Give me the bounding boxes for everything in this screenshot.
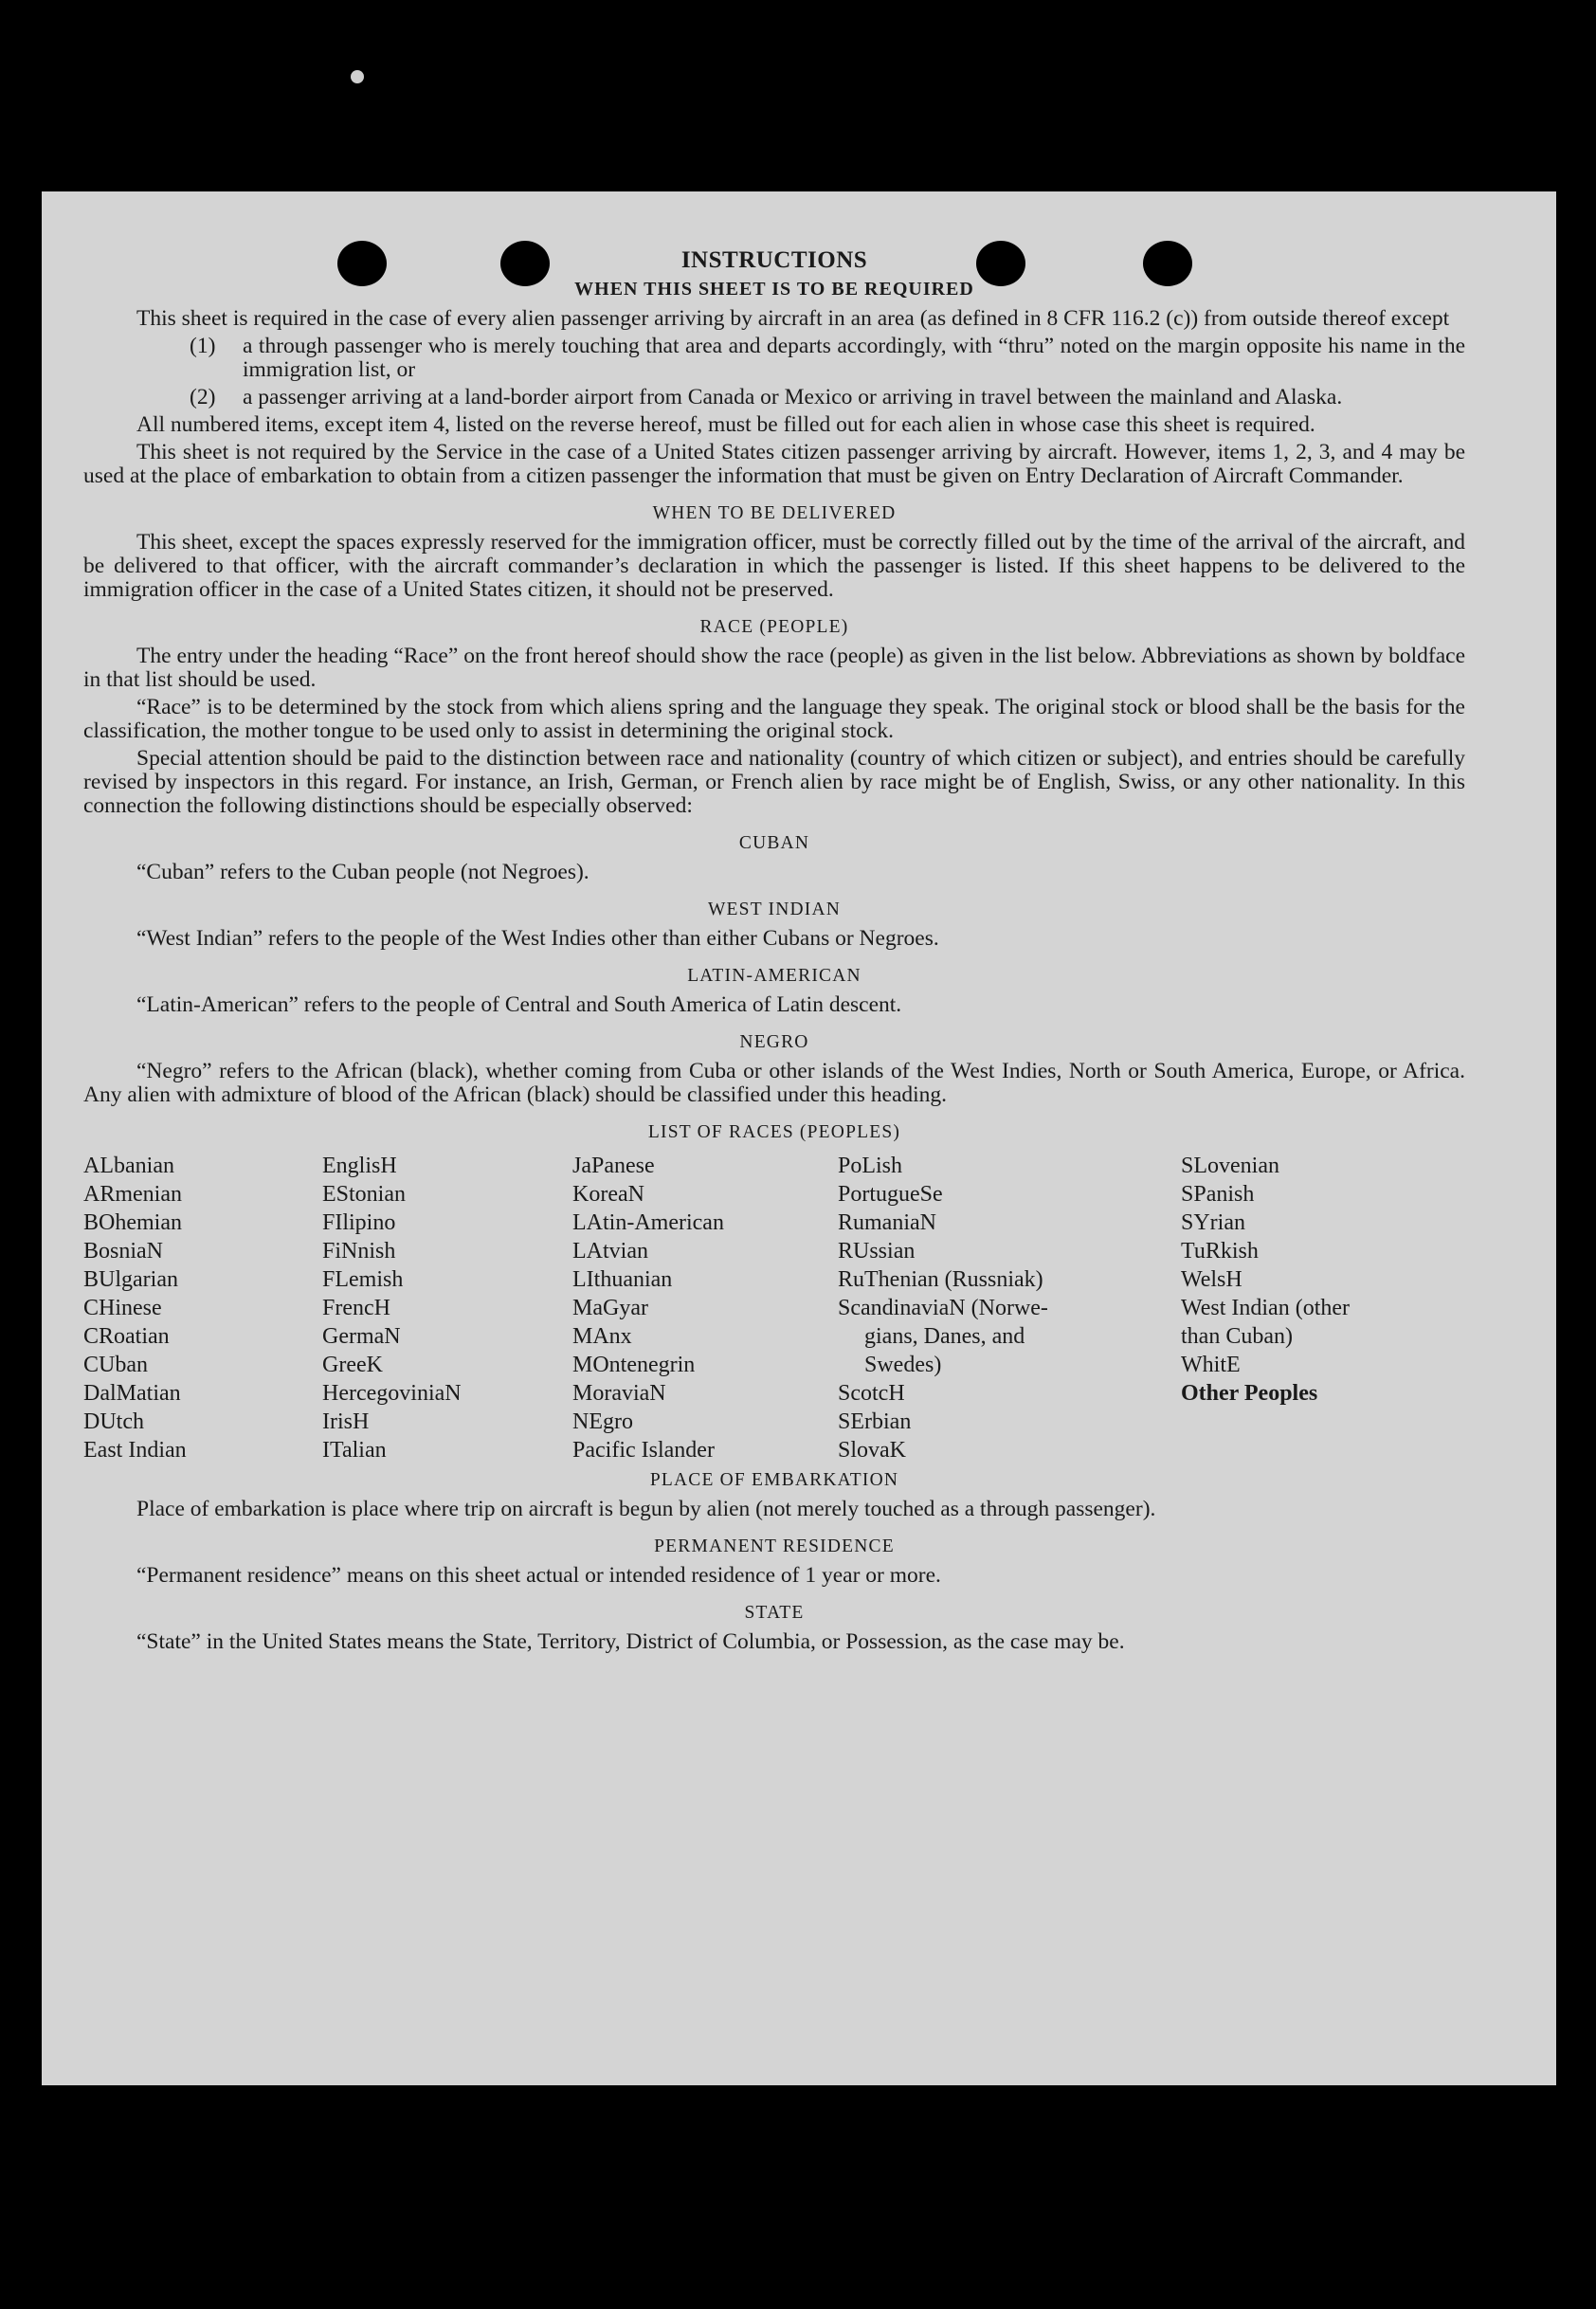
page-title: INSTRUCTIONS	[680, 247, 868, 273]
race-entry: RumaniaN	[838, 1210, 936, 1235]
race-entry: HercegoviniaN	[322, 1381, 462, 1406]
race-entry: Other Peoples	[1181, 1381, 1318, 1406]
race-entry: PoLish	[838, 1154, 903, 1178]
heading-permanent-residence: PERMANENT RESIDENCE	[654, 1536, 895, 1556]
race-entry: West Indian (other	[1181, 1296, 1351, 1320]
race-entry: MoraviaN	[572, 1381, 666, 1406]
race-entry: MAnx	[572, 1324, 632, 1349]
race-entry-continued: Swedes)	[864, 1353, 942, 1377]
film-speck	[351, 70, 364, 83]
race-entry-continued: than Cuban)	[1181, 1324, 1293, 1349]
race-entry: MOntenegrin	[572, 1353, 696, 1377]
heading-west-indian: WEST INDIAN	[707, 900, 842, 919]
para-race-3: Special attention should be paid to the distinction between race and nationality (country of which citizen or subject), and entries should be carefully revised by inspectors in this regard. For instance, an Irish, German, or French alien by race might be of English, Swiss, or any other nationality. In this connection the following distinctions should be especially observed:	[83, 746, 1465, 818]
race-entry: SPanish	[1181, 1182, 1255, 1207]
item-number: (1)	[190, 334, 216, 358]
race-entry: GreeK	[322, 1353, 383, 1377]
heading-when-required: WHEN THIS SHEET IS TO BE REQUIRED	[574, 279, 974, 300]
para-cuban: “Cuban” refers to the Cuban people (not Negroes).	[136, 860, 589, 884]
race-entry: ScandinaviaN (Norwe-	[838, 1296, 1048, 1320]
race-entry: LIthuanian	[572, 1267, 673, 1292]
race-entry: FIlipino	[322, 1210, 396, 1235]
race-entry: ARmenian	[83, 1182, 182, 1207]
exception-item-2	[83, 386, 1465, 409]
race-entry: BOhemian	[83, 1210, 182, 1235]
race-entry: FrencH	[322, 1296, 390, 1320]
para-embarkation: Place of embarkation is place where trip on aircraft is begun by alien (not merely touched as a through passenger).	[136, 1497, 1156, 1521]
para-when-required-intro: This sheet is required in the case of every alien passenger arriving by aircraft in an area (as defined in 8 CFR 116.2 (c)) from outside thereof except	[136, 306, 1450, 331]
race-entry: Pacific Islander	[572, 1438, 715, 1463]
race-entry: FiNnish	[322, 1239, 396, 1264]
para-numbered-items: All numbered items, except item 4, listed on the reverse hereof, must be filled out for each alien in whose case this sheet is required.	[136, 412, 1315, 437]
races-column-4	[838, 1152, 1181, 1464]
heading-when-delivered: WHEN TO BE DELIVERED	[652, 503, 897, 523]
heading-negro: NEGRO	[739, 1032, 809, 1052]
para-permanent-residence: “Permanent residence” means on this sheet actual or intended residence of 1 year or more.	[136, 1563, 941, 1588]
exception-item-1	[83, 335, 1465, 382]
race-entry: BosniaN	[83, 1239, 163, 1264]
races-column-5	[1181, 1152, 1465, 1464]
races-column-1	[83, 1152, 322, 1464]
race-entry: FLemish	[322, 1267, 404, 1292]
para-citizen-passenger: This sheet is not required by the Service in the case of a United States citizen passenger arriving by aircraft. However, items 1, 2, 3, and 4 may be used at the place of embarkation to obtain from a citizen passenger the information that must be given on Entry Declaration of Aircraft Commander.	[83, 440, 1465, 488]
para-when-delivered: This sheet, except the spaces expressly reserved for the immigration officer, must be correctly filled out by the time of the arrival of the aircraft, and be delivered to that officer, with the aircraft commander’s declaration in which the passenger is listed. If this sheet happens to be delivered to the immigration officer in the case of a United States citizen, it should not be preserved.	[83, 530, 1465, 602]
race-entry: ALbanian	[83, 1154, 174, 1178]
item-number: (2)	[190, 385, 216, 409]
race-entry: ScotcH	[838, 1381, 905, 1406]
races-list	[83, 1152, 1465, 1464]
race-entry: SErbian	[838, 1409, 912, 1434]
race-entry: BUlgarian	[83, 1267, 178, 1292]
race-entry: RuThenian (Russniak)	[838, 1267, 1043, 1292]
race-entry: EStonian	[322, 1182, 406, 1207]
race-entry: MaGyar	[572, 1296, 648, 1320]
race-entry: CRoatian	[83, 1324, 170, 1349]
race-entry: EnglisH	[322, 1154, 397, 1178]
race-entry: WhitE	[1181, 1353, 1241, 1377]
races-column-3	[572, 1152, 838, 1464]
race-entry: GermaN	[322, 1324, 401, 1349]
heading-embarkation: PLACE OF EMBARKATION	[649, 1470, 899, 1490]
para-state: “State” in the United States means the State, Territory, District of Columbia, or Possession, as the case may be.	[136, 1629, 1125, 1654]
heading-race: RACE (PEOPLE)	[699, 617, 849, 637]
heading-list-of-races: LIST OF RACES (PEOPLES)	[647, 1122, 901, 1142]
race-entry: PortugueSe	[838, 1182, 943, 1207]
race-entry: SlovaK	[838, 1438, 906, 1463]
race-entry: TuRkish	[1181, 1239, 1259, 1264]
race-entry: CHinese	[83, 1296, 162, 1320]
race-entry: LAtvian	[572, 1239, 648, 1264]
race-entry: East Indian	[83, 1438, 187, 1463]
item-text: a passenger arriving at a land-border airport from Canada or Mexico or arriving in travel between the mainland and Alaska.	[243, 385, 1343, 409]
race-entry: IrisH	[322, 1409, 370, 1434]
heading-latin-american: LATIN-AMERICAN	[687, 966, 861, 986]
item-text: a through passenger who is merely touching that area and departs accordingly, with “thru” noted on the margin opposite his name in the immigration list, or	[243, 334, 1465, 382]
race-entry: ITalian	[322, 1438, 387, 1463]
race-entry: RUssian	[838, 1239, 916, 1264]
para-west-indian: “West Indian” refers to the people of the West Indies other than either Cubans or Negroes.	[136, 926, 939, 951]
instructions-content	[83, 248, 1465, 1658]
race-entry: NEgro	[572, 1409, 633, 1434]
para-latin-american: “Latin-American” refers to the people of Central and South America of Latin descent.	[136, 992, 902, 1017]
para-race-2: “Race” is to be determined by the stock from which aliens spring and the language they speak. The original stock or blood shall be the basis for the classification, the mother tongue to be used only to assist in determining the original stock.	[83, 695, 1465, 743]
race-entry: DUtch	[83, 1409, 144, 1434]
race-entry: SLovenian	[1181, 1154, 1279, 1178]
race-entry: JaPanese	[572, 1154, 655, 1178]
race-entry: CUban	[83, 1353, 148, 1377]
races-column-2	[322, 1152, 572, 1464]
para-negro: “Negro” refers to the African (black), whether coming from Cuba or other islands of the West Indies, North or South America, Europe, or Africa. Any alien with admixture of blood of the African (black) should be classified under this heading.	[83, 1059, 1465, 1107]
race-entry: KoreaN	[572, 1182, 644, 1207]
race-entry: WelsH	[1181, 1267, 1242, 1292]
para-race-1: The entry under the heading “Race” on the front hereof should show the race (people) as given in the list below. Abbreviations as shown by boldface in that list should be used.	[83, 644, 1465, 692]
heading-state: STATE	[744, 1603, 805, 1623]
race-entry-continued: gians, Danes, and	[864, 1324, 1025, 1349]
heading-cuban: CUBAN	[738, 833, 810, 853]
race-entry: SYrian	[1181, 1210, 1245, 1235]
race-entry: LAtin-American	[572, 1210, 724, 1235]
race-entry: DalMatian	[83, 1381, 181, 1406]
